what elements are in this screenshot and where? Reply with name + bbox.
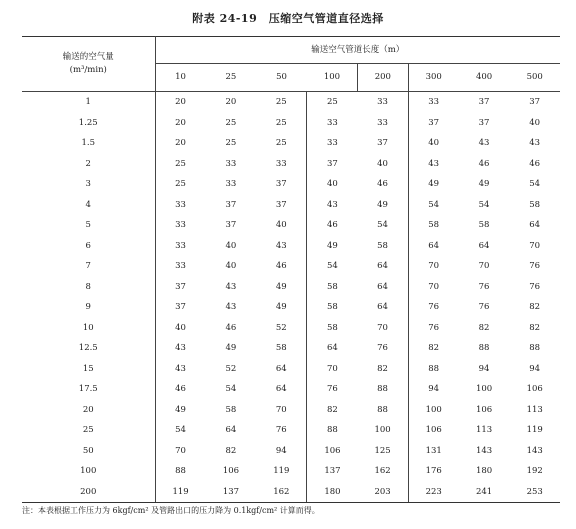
diameter-cell: 137	[206, 482, 257, 503]
table-row	[22, 133, 560, 154]
diameter-cell: 223	[408, 482, 459, 503]
diameter-cell: 162	[256, 482, 307, 503]
diameter-cell: 64	[478, 240, 490, 251]
table-footnote: 注：本表根据工作压力为 6kgf/cm² 及管路出口的压力降为 0.1kgf/cm² 计算而得。	[22, 506, 320, 515]
diameter-cell: 54	[529, 179, 541, 189]
length-header-cell: 100	[307, 64, 358, 92]
diameter-cell: 46	[377, 179, 388, 189]
diameter-cell: 33	[377, 117, 388, 128]
diameter-cell: 40	[529, 117, 541, 128]
diameter-cell: 54	[478, 199, 490, 210]
diameter-cell: 37	[408, 113, 459, 134]
diameter-cell: 76	[377, 343, 388, 353]
diameter-cell: 106	[475, 404, 493, 415]
diameter-cell: 46	[175, 384, 186, 394]
diameter-cell: 40	[175, 322, 186, 333]
diameter-cell: 82	[307, 400, 358, 421]
diameter-cell: 113	[475, 425, 493, 435]
diameter-cell: 119	[155, 482, 206, 503]
table-row	[22, 482, 560, 503]
diameter-cell: 43	[175, 343, 186, 353]
table-row	[22, 359, 560, 380]
diameter-cell: 25	[275, 117, 287, 128]
flow-cell: 1.25	[22, 113, 155, 134]
diameter-cell: 82	[225, 445, 237, 456]
diameter-cell: 33	[275, 158, 287, 169]
diameter-cell: 64	[307, 338, 358, 359]
table-title: 附表 24-19 压缩空气管道直径选择	[192, 12, 384, 25]
length-header-cell: 500	[509, 64, 560, 92]
diameter-cell: 37	[225, 220, 237, 230]
diameter-cell: 76	[529, 281, 541, 292]
diameter-cell: 180	[307, 482, 358, 503]
length-header-cell: 200	[358, 64, 409, 92]
diameter-cell: 33	[307, 113, 358, 134]
diameter-cell: 49	[175, 404, 186, 415]
diameter-cell: 64	[377, 302, 388, 312]
diameter-cell: 82	[529, 322, 541, 333]
diameter-cell: 43	[408, 154, 459, 175]
diameter-cell: 58	[225, 404, 237, 415]
table-row	[22, 318, 560, 339]
flow-cell: 7	[22, 256, 155, 277]
diameter-cell: 131	[408, 441, 459, 462]
diameter-cell: 58	[408, 215, 459, 236]
diameter-cell: 88	[307, 420, 358, 441]
diameter-cell: 40	[275, 220, 287, 230]
diameter-cell: 43	[275, 240, 287, 251]
diameter-cell: 46	[478, 158, 490, 169]
diameter-cell: 143	[475, 445, 493, 456]
diameter-cell: 82	[529, 302, 541, 312]
diameter-cell: 82	[478, 322, 490, 333]
diameter-cell: 54	[175, 425, 186, 435]
diameter-cell: 58	[307, 277, 358, 298]
flow-label: 输送的空气量	[62, 52, 114, 62]
diameter-cell: 20	[175, 117, 186, 128]
diameter-cell: 43	[175, 363, 186, 374]
diameter-cell: 70	[408, 277, 459, 298]
diameter-cell: 113	[526, 404, 543, 415]
flow-cell: 10	[22, 318, 155, 339]
diameter-cell: 37	[529, 97, 541, 107]
table-row	[22, 338, 560, 359]
length-header-cell: 50	[256, 64, 307, 92]
diameter-cell: 64	[275, 384, 287, 394]
diameter-cell: 70	[175, 445, 186, 456]
diameter-cell: 33	[175, 240, 186, 251]
flow-cell: 1.5	[22, 133, 155, 154]
flow-cell: 9	[22, 297, 155, 318]
diameter-cell: 58	[377, 240, 388, 251]
flow-unit: (m³/min)	[69, 65, 107, 75]
diameter-cell: 94	[275, 445, 287, 456]
diameter-cell: 54	[408, 195, 459, 216]
diameter-cell: 70	[377, 322, 388, 333]
diameter-cell: 94	[529, 363, 541, 374]
table-body	[22, 92, 560, 503]
diameter-cell: 46	[529, 158, 541, 169]
diameter-cell: 82	[408, 338, 459, 359]
diameter-cell: 76	[275, 425, 287, 435]
table-row	[22, 379, 560, 400]
diameter-cell: 49	[275, 302, 287, 312]
diameter-cell: 100	[475, 384, 493, 394]
diameter-cell: 37	[275, 179, 287, 189]
diameter-cell: 37	[478, 117, 490, 128]
diameter-cell: 137	[307, 461, 358, 482]
table-row	[22, 461, 560, 482]
table-row	[22, 420, 560, 441]
diameter-cell: 40	[377, 158, 388, 169]
diameter-cell: 43	[529, 138, 541, 148]
diameter-cell: 100	[408, 400, 459, 421]
table-row	[22, 195, 560, 216]
flow-cell: 5	[22, 215, 155, 236]
diameter-cell: 94	[408, 379, 459, 400]
diameter-cell: 162	[374, 466, 391, 476]
diameter-cell: 76	[478, 281, 490, 292]
diameter-cell: 37	[175, 302, 186, 312]
diameter-cell: 49	[225, 343, 237, 353]
flow-cell: 15	[22, 359, 155, 380]
diameter-cell: 106	[526, 384, 543, 394]
diameter-cell: 33	[377, 97, 388, 107]
diameter-cell: 94	[478, 363, 490, 374]
diameter-cell: 54	[377, 220, 388, 230]
diameter-cell: 52	[275, 322, 287, 333]
diameter-cell: 64	[377, 261, 388, 271]
length-header-cell: 25	[206, 64, 257, 92]
diameter-cell: 33	[225, 158, 237, 169]
diameter-cell: 52	[225, 363, 237, 374]
diameter-cell: 76	[408, 297, 459, 318]
diameter-cell: 54	[307, 256, 358, 277]
diameter-cell: 40	[225, 240, 237, 251]
diameter-cell: 43	[478, 138, 490, 148]
table-row	[22, 236, 560, 257]
diameter-cell: 46	[307, 215, 358, 236]
diameter-cell: 40	[225, 261, 237, 271]
diameter-cell: 241	[459, 482, 510, 503]
diameter-cell: 37	[175, 281, 186, 292]
diameter-cell: 37	[307, 154, 358, 175]
diameter-cell: 20	[225, 97, 237, 107]
length-header-cell: 400	[459, 64, 510, 92]
length-header-cell: 10	[155, 64, 206, 92]
diameter-cell: 25	[275, 97, 287, 107]
diameter-cell: 119	[273, 466, 290, 476]
diameter-cell: 106	[408, 420, 459, 441]
diameter-cell: 64	[408, 236, 459, 257]
diameter-cell: 64	[529, 220, 541, 230]
diameter-cell: 125	[374, 445, 391, 456]
diameter-cell: 25	[225, 117, 237, 128]
diameter-cell: 70	[275, 404, 287, 415]
diameter-cell: 76	[478, 302, 490, 312]
diameter-cell: 33	[307, 133, 358, 154]
diameter-cell: 37	[478, 97, 490, 107]
table-row	[22, 256, 560, 277]
diameter-cell: 76	[307, 379, 358, 400]
diameter-cell: 54	[225, 384, 237, 394]
diameter-cell: 70	[307, 359, 358, 380]
diameter-cell: 37	[377, 138, 388, 148]
diameter-cell: 43	[225, 281, 237, 292]
diameter-cell: 58	[307, 297, 358, 318]
diameter-cell: 70	[529, 240, 541, 251]
diameter-cell: 82	[377, 363, 388, 374]
table-row	[22, 154, 560, 175]
diameter-cell: 33	[225, 179, 237, 189]
diameter-cell: 64	[275, 363, 287, 374]
table-row	[22, 277, 560, 298]
diameter-cell: 25	[307, 92, 358, 113]
diameter-cell: 64	[377, 281, 388, 292]
flow-cell: 2	[22, 154, 155, 175]
diameter-cell: 49	[377, 199, 388, 210]
diameter-cell: 58	[478, 220, 490, 230]
length-header-cell: 300	[408, 64, 459, 92]
flow-cell: 50	[22, 441, 155, 462]
length-group-header: 输送空气管道长度（m）	[155, 37, 560, 64]
diameter-cell: 49	[307, 236, 358, 257]
flow-cell: 100	[22, 461, 155, 482]
diameter-cell: 88	[175, 466, 186, 476]
diameter-cell: 40	[307, 174, 358, 195]
header-row-main	[22, 37, 560, 64]
table-row	[22, 113, 560, 134]
pipe-diameter-table	[22, 36, 560, 503]
table-row	[22, 215, 560, 236]
diameter-cell: 37	[275, 199, 287, 210]
flow-column-header	[22, 37, 155, 92]
diameter-cell: 106	[307, 441, 358, 462]
diameter-cell: 76	[529, 261, 541, 271]
diameter-cell: 25	[225, 138, 237, 148]
diameter-cell: 88	[408, 359, 459, 380]
diameter-cell: 192	[526, 466, 543, 476]
diameter-cell: 33	[175, 261, 186, 271]
diameter-cell: 88	[377, 384, 388, 394]
diameter-cell: 180	[475, 466, 493, 476]
diameter-cell: 119	[526, 425, 543, 435]
diameter-cell: 70	[478, 261, 490, 271]
diameter-cell: 43	[225, 302, 237, 312]
table-row	[22, 400, 560, 421]
diameter-cell: 49	[478, 179, 490, 189]
flow-cell: 200	[22, 482, 155, 503]
diameter-cell: 20	[175, 138, 186, 148]
table-row	[22, 174, 560, 195]
diameter-cell: 49	[408, 174, 459, 195]
diameter-cell: 203	[358, 482, 409, 503]
flow-cell: 20	[22, 400, 155, 421]
diameter-cell: 58	[307, 318, 358, 339]
flow-cell: 17.5	[22, 379, 155, 400]
diameter-cell: 58	[275, 343, 287, 353]
flow-cell: 3	[22, 174, 155, 195]
diameter-cell: 70	[408, 256, 459, 277]
diameter-cell: 176	[408, 461, 459, 482]
diameter-cell: 40	[408, 133, 459, 154]
diameter-cell: 33	[408, 92, 459, 113]
diameter-cell: 88	[478, 343, 490, 353]
diameter-cell: 106	[222, 466, 240, 476]
flow-cell: 4	[22, 195, 155, 216]
diameter-cell: 33	[175, 199, 186, 210]
diameter-cell: 49	[275, 281, 287, 292]
diameter-cell: 46	[275, 261, 287, 271]
diameter-cell: 100	[374, 425, 391, 435]
flow-cell: 8	[22, 277, 155, 298]
diameter-cell: 25	[175, 179, 186, 189]
table-row	[22, 441, 560, 462]
table-row	[22, 297, 560, 318]
diameter-cell: 76	[408, 318, 459, 339]
flow-cell: 25	[22, 420, 155, 441]
diameter-cell: 143	[526, 445, 543, 456]
diameter-cell: 46	[225, 322, 237, 333]
diameter-cell: 253	[509, 482, 560, 503]
diameter-cell: 37	[225, 199, 237, 210]
flow-cell: 1	[22, 92, 155, 113]
diameter-cell: 64	[225, 425, 237, 435]
table-row	[22, 92, 560, 113]
flow-cell: 6	[22, 236, 155, 257]
diameter-cell: 58	[529, 199, 541, 210]
diameter-cell: 88	[377, 404, 388, 415]
diameter-cell: 88	[529, 343, 541, 353]
diameter-cell: 25	[175, 158, 186, 169]
diameter-cell: 43	[307, 195, 358, 216]
diameter-cell: 33	[175, 220, 186, 230]
diameter-cell: 25	[275, 138, 287, 148]
diameter-cell: 20	[175, 97, 186, 107]
flow-cell: 12.5	[22, 338, 155, 359]
